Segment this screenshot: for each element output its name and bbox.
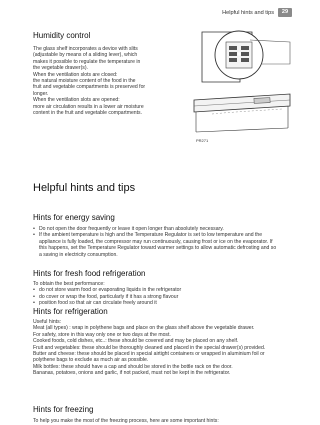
figure-code: PR271	[196, 138, 209, 143]
list-item: • do not store warm food or evaporating liquids in the refrigerator	[33, 287, 278, 293]
paragraph: For safety, store in this way only one or two days at the most.	[33, 331, 171, 338]
list-item: • If the ambient temperature is high and the Temperature Regulator is set to low temperature and the appliance is fully loaded, the compressor may run continuously, causing frost or ice on the evaporator. If this happens, set the Temperature Regulator toward warmer settings to allow automatic defrosting and so a saving in electricity consumption.	[33, 232, 278, 258]
fresh-text	[33, 281, 278, 307]
header-title: Helpful hints and tips	[222, 9, 274, 16]
humidity-line: (adjustable by means of a sliding lever), which	[33, 52, 138, 59]
main-heading: Helpful hints and tips	[33, 182, 136, 194]
humidity-line: the natural moisture content of the food in the	[33, 78, 136, 85]
humidity-line: more air circulation results in a lower air moisture	[33, 103, 144, 110]
list-item: • Do not open the door frequently or leave it open longer than absolutely necessary.	[33, 226, 278, 232]
paragraph: Bananas, potatoes, onions and garlic, if not packed, must not be kept in the refrigerator.	[33, 370, 231, 377]
fresh-intro: To obtain the best performance:	[33, 281, 105, 287]
paragraph: Meat (all types) : wrap in polythene bags and place on the glass shelf above the vegetable drawer.	[33, 325, 255, 332]
freezing-heading: Hints for freezing	[33, 405, 94, 414]
paragraph: Butter and cheese: these should be placed in special airtight containers or wrapped in aluminium foil or polythene bags to exclude as much air as possible.	[33, 351, 265, 364]
energy-list	[33, 226, 278, 258]
humidity-line: When the ventilation slots are opened:	[33, 97, 120, 104]
humidity-line: The glass shelf incorporates a device with slits	[33, 46, 138, 52]
humidity-control-illustration	[192, 28, 292, 146]
refrigeration-heading: Hints for refrigeration	[33, 307, 108, 316]
energy-heading: Hints for energy saving	[33, 213, 115, 222]
freezing-text	[33, 418, 278, 424]
humidity-line: longer.	[33, 90, 49, 97]
shelf-illustration	[192, 28, 292, 146]
freezing-intro: To help you make the most of the freezing process, here are some important hints:	[33, 418, 219, 424]
refrigeration-text	[33, 319, 278, 377]
humidity-line: makes it possible to regulate the temperature in	[33, 58, 141, 65]
humidity-text	[33, 46, 193, 116]
list-item: • do cover or wrap the food, particularly if it has a strong flavour	[33, 294, 278, 300]
humidity-line: fruit and vegetable compartments is preserved for	[33, 84, 146, 91]
page-number: 29	[278, 8, 292, 17]
page-header	[222, 8, 292, 17]
fresh-heading: Hints for fresh food refrigeration	[33, 269, 146, 278]
list-item: • position food so that air can circulate freely around it	[33, 300, 278, 306]
paragraph: Fruit and vegetables: these should be thoroughly cleaned and placed in the special drawer(s) provided.	[33, 344, 266, 351]
humidity-heading: Humidity control	[33, 31, 91, 40]
paragraph: Milk bottles: these should have a cap and should be stored in the bottle rack on the door.	[33, 363, 233, 370]
paragraph: Cooked foods, cold dishes, etc..: these should be covered and may be placed on any shelf.	[33, 338, 239, 345]
paragraph: Useful hints:	[33, 319, 62, 325]
humidity-line: When the ventilation slots are closed:	[33, 71, 118, 78]
humidity-line: the vegetable drawer(s).	[33, 65, 88, 72]
humidity-line: content in the fruit and vegetable compartments.	[33, 110, 143, 117]
